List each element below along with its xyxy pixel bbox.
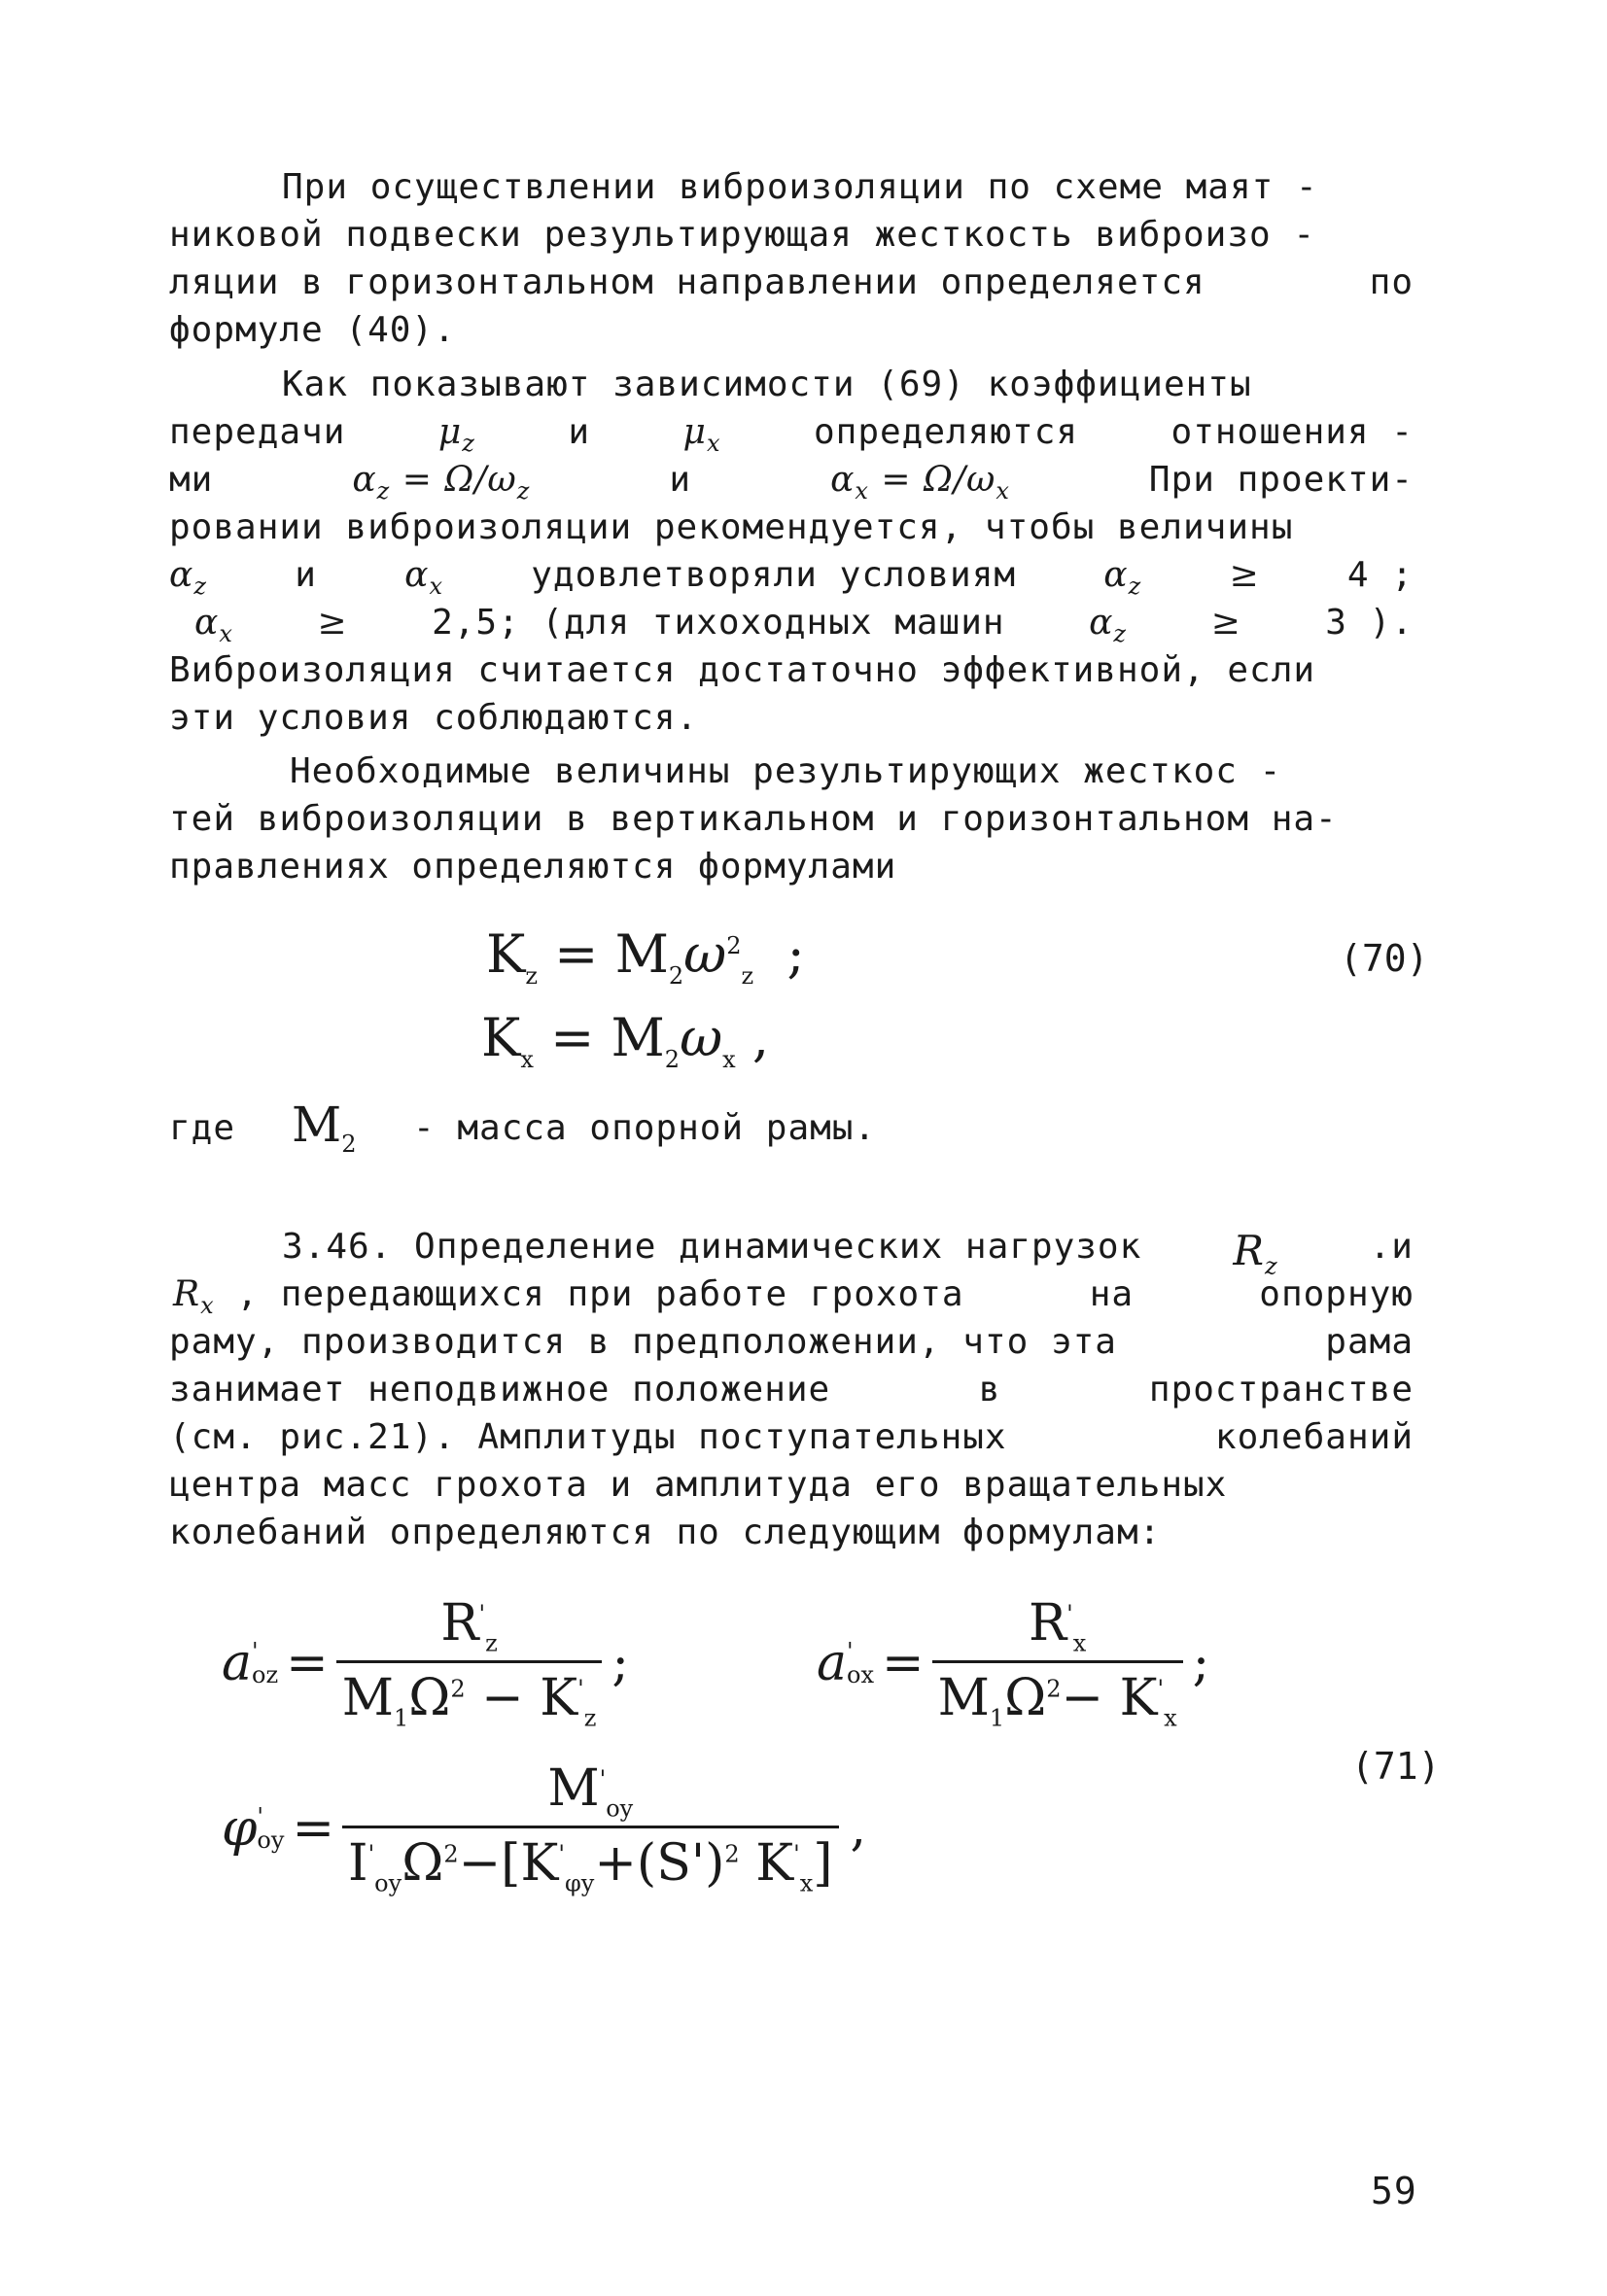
para1-line4: формуле (40).: [169, 310, 456, 350]
para2-l6-end: 3 ).: [1325, 603, 1414, 643]
para4-line7: колебаний определяются по следующим формулам:: [169, 1513, 1162, 1552]
alpha-x-symbol: $\alpha_x$: [404, 555, 443, 601]
para4-l5-text: (см. рис.21). Амплитуды поступательных: [169, 1417, 1007, 1457]
alpha-z-slow: $\alpha_z$: [1089, 603, 1128, 648]
para2-l2-end: отношения -: [1170, 412, 1414, 452]
para4-l2-on: на: [1089, 1274, 1135, 1314]
alpha-x-condition: $\alpha_x$: [194, 603, 233, 648]
para4-line2: [173, 1274, 1414, 1319]
equation-70-line1: $K_z = M_2\omega^2_z$ ;: [486, 923, 805, 990]
where-label: где: [169, 1108, 236, 1148]
where-description: - масса опорной рамы.: [413, 1108, 877, 1148]
para4-l4-text: занимает неподвижное положение: [169, 1370, 831, 1409]
mu-x-symbol: $\mu_x$: [682, 412, 721, 458]
para4-l2-text: , передающихся при работе грохота: [236, 1274, 964, 1314]
para2-line4: ровании виброизоляции рекомендуется, чтобы величины: [169, 507, 1294, 547]
page-number: 59: [1371, 2170, 1417, 2212]
para3-line2: тей виброизоляции в вертикальном и горизонтальном на-: [169, 799, 1338, 839]
para4-l5-end: колебаний: [1214, 1417, 1414, 1457]
para4-l1-and: .и: [1369, 1227, 1414, 1267]
para2-l2-and: и: [568, 412, 591, 452]
para2-l3-end: При проекти-: [1148, 460, 1414, 500]
equation-71-number: (71): [1351, 1745, 1441, 1788]
para4-line4: [169, 1370, 1414, 1409]
para2-l5-text: удовлетворяли условиям: [531, 555, 1017, 595]
para1-line3-end: по: [1369, 262, 1414, 302]
para2-line5: [169, 555, 1414, 600]
para4-l3-end: рама: [1325, 1322, 1414, 1362]
para4-line3: [169, 1322, 1414, 1362]
para2-l5-end: 4 ;: [1346, 555, 1414, 595]
m2-symbol: $M_2$: [292, 1096, 357, 1158]
r-x-symbol: $R_x$: [173, 1274, 215, 1320]
ge-symbol: ≥: [1229, 555, 1260, 595]
para2-l3-and: и: [669, 460, 692, 500]
para1-line2: никовой подвески результирующая жесткость виброизо -: [169, 215, 1316, 255]
para2-line8: эти условия соблюдаются.: [169, 698, 699, 738]
para4-l3-text: раму, производится в предположении, что эта: [169, 1322, 1117, 1362]
ge-symbol-2: ≥: [317, 603, 348, 643]
para3-line3: правлениях определяются формулами: [169, 847, 897, 887]
alpha-z-condition: $\alpha_z$: [1103, 555, 1142, 601]
r-z-symbol: $R_z$: [1233, 1227, 1278, 1280]
equation-70-number: (70): [1340, 937, 1429, 980]
para2-l6-text: 2,5; (для тихоходных машин: [432, 603, 1005, 643]
para1-line3-text: ляции в горизонтальном направлении определяется: [169, 262, 1205, 302]
mu-z-symbol: $\mu_z$: [437, 412, 475, 458]
para2-l2-verb: определяются: [813, 412, 1079, 452]
para4-line5: [169, 1417, 1414, 1457]
equation-71-aoz: a ' oz = $\frac{R'_z}{M_1\Omega^2 - K'_z}$ ;: [222, 1594, 629, 1732]
equation-71-aox: a ' ox = $\frac{R'_x}{M_1\Omega^2- K'_x}$ ;: [817, 1594, 1210, 1732]
para2-line7: Виброизоляция считается достаточно эффективной, если: [169, 650, 1316, 690]
para2-line3: [169, 460, 1414, 504]
para4-l1-text: 3.46. Определение динамических нагрузок: [282, 1227, 1142, 1267]
para4-l2-end: опорную: [1259, 1274, 1414, 1314]
para2-line6: [194, 603, 1414, 647]
para2-l5-and: и: [295, 555, 317, 595]
equation-70-line2: $K_x = M_2\omega_x$ ,: [481, 1007, 769, 1073]
para2-l2-word: передачи: [169, 412, 346, 452]
alpha-z-definition: $\alpha_z = \Omega/\omega_z$: [352, 460, 531, 505]
para1-line3: [169, 262, 1414, 302]
para4-line6: центра масс грохота и амплитуда его вращательных: [169, 1465, 1228, 1505]
para2-l3-mi: ми: [169, 460, 214, 500]
para4-l4-end: пространстве: [1148, 1370, 1414, 1409]
para4-l4-in: в: [978, 1370, 1001, 1409]
para2-line2: [169, 412, 1414, 457]
para4-line1: [282, 1227, 1414, 1279]
para2-line1: Как показывают зависимости (69) коэффициенты: [282, 365, 1252, 404]
ge-symbol-3: ≥: [1210, 603, 1241, 643]
alpha-z-symbol: $\alpha_z$: [169, 555, 207, 601]
alpha-x-definition: $\alpha_x = \Omega/\omega_x$: [830, 460, 1010, 505]
equation-71-phi: φ ' oy = $\frac{M'_{oy}}{I'_{oy}\Omega^2-[K'_{\varphi y}+(S')^2 K'_x]}$ ,: [222, 1759, 867, 1897]
para1-line1: При осуществлении виброизоляции по схеме маят -: [282, 167, 1318, 207]
para3-line1: Необходимые величины результирующих жесткос -: [290, 751, 1282, 791]
